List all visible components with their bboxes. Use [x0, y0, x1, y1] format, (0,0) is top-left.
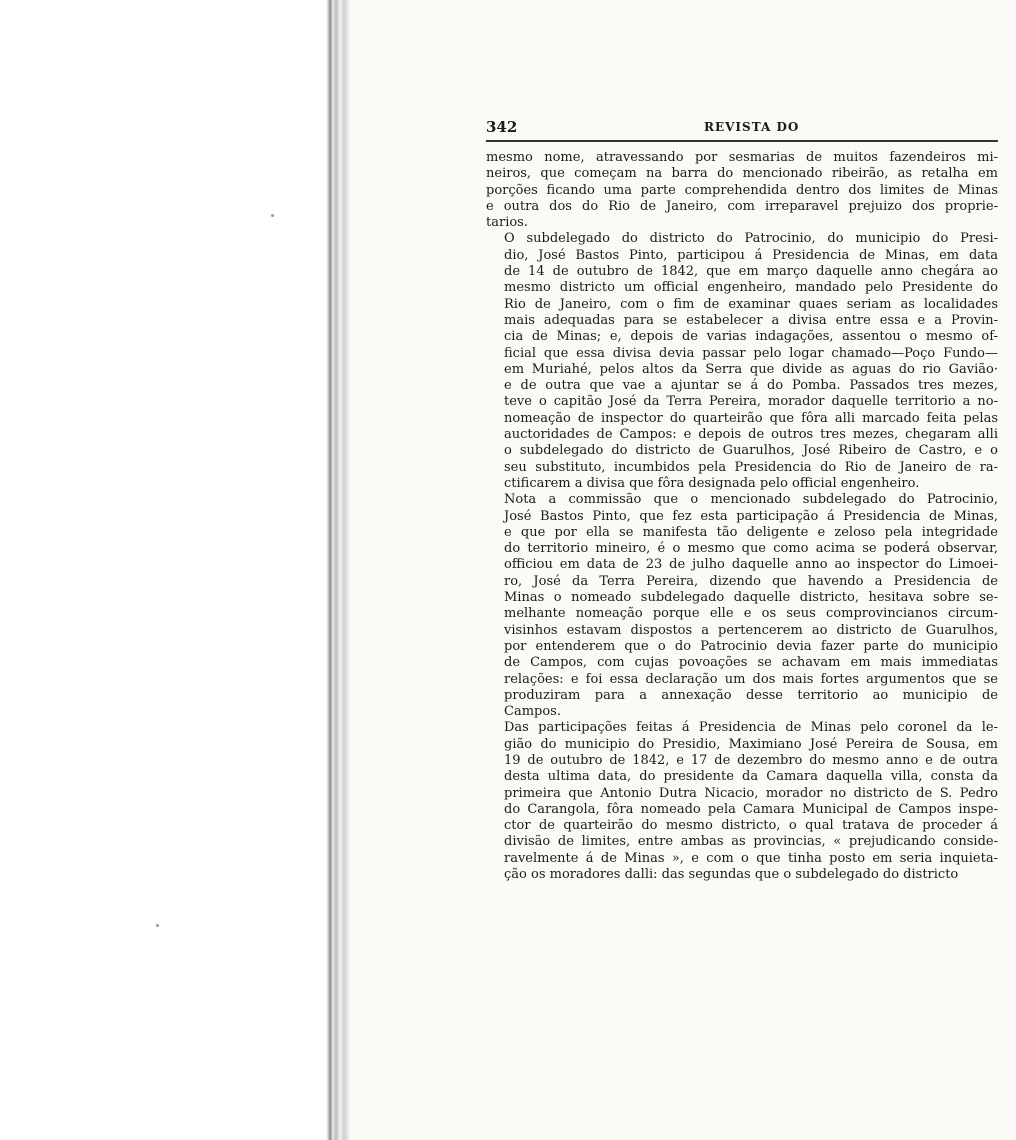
text-line: e que por ella se manifesta tão deligente e zeloso pela integridade	[504, 524, 998, 540]
book-page	[486, 118, 998, 883]
text-line: ção os moradores dalli: das segundas que o subdelegado do districto	[504, 867, 959, 883]
text-line: em Muriahé, pelos altos da Serra que divide as aguas do rio Gavião·	[504, 361, 998, 377]
text-line: cia de Minas; e, depois de varias indagações, assentou o mesmo of-	[504, 329, 998, 345]
text-line: melhante nomeação porque elle e os seus comprovincianos circum-	[504, 606, 998, 622]
text-line: primeira que Antonio Dutra Nicacio, morador no districto de S. Pedro	[504, 785, 998, 801]
paper-speck	[156, 924, 159, 927]
text-line: ctificarem a divisa que fôra designada pelo official engenheiro.	[504, 475, 920, 491]
text-line: neiros, que começam na barra do mencionado ribeirão, as retalha em	[486, 166, 998, 182]
text-line: mais adequadas para se estabelecer a divisa entre essa e a Provin-	[504, 312, 998, 328]
text-line: de 14 de outubro de 1842, que em março daquelle anno chegára ao	[504, 264, 998, 280]
text-line: porções ficando uma parte comprehendida dentro dos limites de Minas	[486, 182, 998, 198]
text-line: teve o capitão José da Terra Pereira, morador daquelle territorio a no-	[504, 394, 998, 410]
text-line: ravelmente á de Minas », e com o que tinha posto em seria inquieta-	[504, 850, 998, 866]
paragraph	[486, 492, 998, 720]
text-line: mesmo districto um official engenheiro, mandado pelo Presidente do	[504, 280, 998, 296]
paragraph	[486, 231, 998, 492]
text-line: e de outra que vae a ajuntar se á do Pomba. Passados tres mezes,	[504, 378, 998, 394]
text-line: o subdelegado do districto de Guarulhos, José Ribeiro de Castro, e o	[504, 443, 998, 459]
page-header	[486, 118, 998, 142]
text-line: Rio de Janeiro, com o fim de examinar quaes seriam as localidades	[504, 296, 998, 312]
text-line: de Campos, com cujas povoações se achavam em mais immediatas	[504, 655, 998, 671]
body-text	[486, 150, 998, 883]
text-line: Das participações feitas á Presidencia de Minas pelo coronel da le-	[504, 720, 998, 736]
text-line: officiou em data de 23 de julho daquelle anno ao inspector do Limoei-	[504, 557, 998, 573]
text-line: seu substituto, incumbidos pela Presidencia do Rio de Janeiro de ra-	[504, 459, 998, 475]
text-line: gião do municipio do Presidio, Maximiano José Pereira de Sousa, em	[504, 736, 998, 752]
text-line: mesmo nome, atravessando por sesmarias de muitos fazendeiros mi-	[486, 150, 998, 165]
paragraph	[486, 720, 998, 883]
text-line: ctor de quarteirão do mesmo districto, o qual tratava de proceder á	[504, 818, 998, 834]
text-line: divisão de limites, entre ambas as provincias, « prejudicando conside-	[504, 834, 998, 850]
left-margin	[0, 0, 330, 1140]
page-number: 342	[486, 118, 518, 136]
text-line: José Bastos Pinto, que fez esta participação á Presidencia de Minas,	[504, 508, 998, 524]
text-line: auctoridades de Campos: e depois de outros tres mezes, chegaram alli	[504, 427, 998, 443]
text-line: Campos.	[504, 704, 561, 720]
text-line: 19 de outubro de 1842, e 17 de dezembro do mesmo anno e de outra	[504, 752, 998, 768]
text-line: desta ultima data, do presidente da Camara daquella villa, consta da	[504, 769, 998, 785]
text-line: e outra dos do Rio de Janeiro, com irreparavel prejuizo dos proprie-	[486, 198, 998, 214]
paper-speck	[271, 214, 274, 217]
text-line: ficial que essa divisa devia passar pelo logar chamado—Poço Fundo—	[504, 345, 998, 361]
text-line: produziram para a annexação desse territorio ao municipio de	[504, 687, 998, 703]
text-line: do territorio mineiro, é o mesmo que como acima se poderá observar,	[504, 541, 998, 557]
text-line: O subdelegado do districto do Patrocinio, do municipio do Presi-	[504, 231, 998, 247]
text-line: nomeação de inspector do quarteirão que fôra alli marcado feita pelas	[504, 410, 998, 426]
text-line: ro, José da Terra Pereira, dizendo que havendo a Presidencia de	[504, 573, 998, 589]
text-line: Nota a commissão que o mencionado subdelegado do Patrocinio,	[504, 492, 998, 508]
text-line: do Carangola, fôra nomeado pela Camara Municipal de Campos inspe-	[504, 801, 998, 817]
text-line: tarios.	[486, 215, 528, 231]
text-line: Minas o nomeado subdelegado daquelle districto, hesitava sobre se-	[504, 590, 998, 606]
running-head: REVISTA DO	[704, 120, 800, 134]
paragraph	[486, 150, 998, 231]
text-line: visinhos estavam dispostos a pertencerem ao districto de Guarulhos,	[504, 622, 998, 638]
text-line: por entenderem que o do Patrocinio devia fazer parte do municipio	[504, 638, 998, 654]
book-binding-shadow	[326, 0, 350, 1140]
text-line: dio, José Bastos Pinto, participou á Presidencia de Minas, em data	[504, 247, 998, 263]
text-line: relações: e foi essa declaração um dos mais fortes argumentos que se	[504, 671, 998, 687]
